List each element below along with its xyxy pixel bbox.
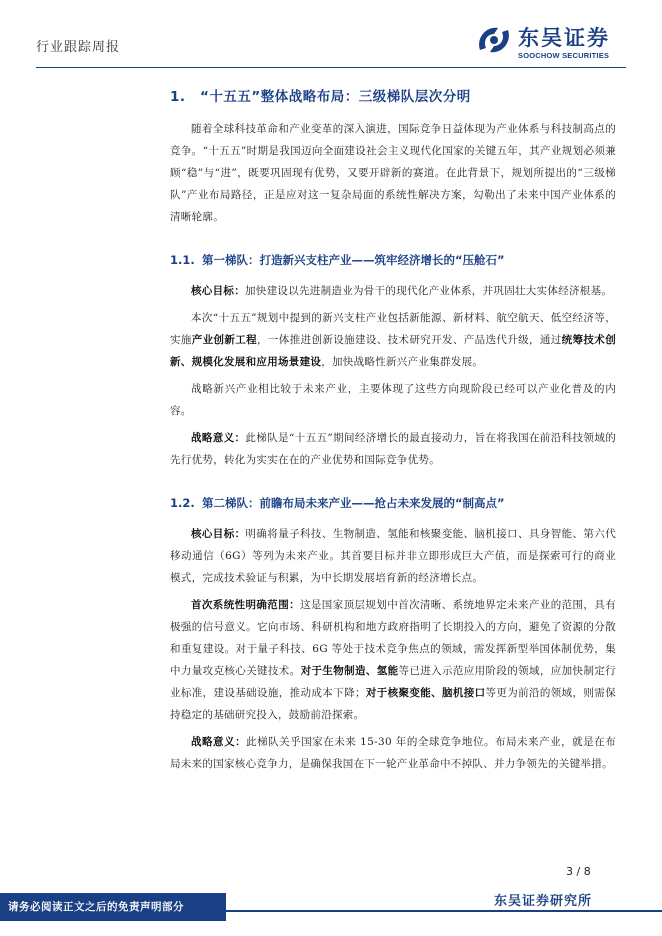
subsection-number: 1.2. [170, 496, 195, 510]
text-run: 等更为前沿的领域，则需保持稳定的基础研究投入，鼓励前沿探索。 [170, 687, 616, 721]
text-run: 这是国家顶层规划中首次清晰、系统地界定未来产业的范围，具有极强的信号意义。它向市场、科研机构和地方政府指明了长期投入的方向，避免了资源的分散和重复建设。对于量子科技、6G 等处于技术竞争焦点的领域，需发挥新型举国体制优势，集中力量攻克核心关键技术。 [170, 599, 616, 677]
text-run: ，一体推进创新设施建设、技术研究开发、产品迭代升级，通过 [257, 334, 562, 346]
soochow-logo-icon [474, 20, 514, 60]
disclaimer-banner: 请务必阅读正文之后的免责声明部分 [0, 893, 226, 921]
scope-label: 首次系统性明确范围： [191, 599, 300, 611]
bold-run: 产业创新工程 [191, 334, 258, 346]
report-type-label: 行业跟踪周报 [36, 40, 121, 55]
section-title: “十五五”整体战略布局：三级梯队层次分明 [200, 89, 471, 105]
report-body [170, 88, 616, 775]
emerging-industries-paragraph [170, 307, 616, 373]
core-goal-label: 核心目标： [191, 285, 245, 297]
comparison-paragraph: 战略新兴产业相比较于未来产业，主要体现了这些方向现阶段已经可以产业化普及的内容。 [170, 383, 616, 417]
section-heading [170, 88, 616, 106]
bold-run: 统筹技术创新、规模化发展和应用场景建设 [170, 334, 616, 368]
logo-text-en: SOOCHOW SECURITIES [518, 51, 610, 60]
text-run: ，加快战略性新兴产业集群发展。 [321, 356, 484, 368]
section-number: 1. [170, 89, 186, 105]
subsection-heading-1 [170, 252, 616, 268]
subsection-title: 第二梯队：前瞻布局未来产业——抢占未来发展的“制高点” [202, 496, 505, 510]
subsection-number: 1.1. [170, 253, 195, 267]
significance-text: 此梯队关乎国家在未来 15-30 年的全球竞争地位。布局未来产业，就是在布局未来的国家核心竞争力，是确保我国在下一轮产业革命中不掉队、并力争领先的关键举措。 [170, 736, 617, 770]
core-goal-paragraph [170, 280, 616, 302]
strategic-significance-paragraph [170, 731, 616, 775]
text-run: 本次“十五五”规划中提到的新兴支柱产业包括新能源、新材料、航空航天、低空经济等，实施 [170, 312, 616, 346]
core-goal-label: 核心目标： [191, 528, 246, 540]
logo-text-cn: 东吴证券 [518, 26, 610, 50]
strategic-significance-paragraph [170, 427, 616, 471]
bold-run: 对于核聚变能、脑机接口 [365, 687, 486, 699]
significance-label: 战略意义： [191, 736, 247, 748]
subsection-heading-2 [170, 495, 616, 511]
text-run: 等已进入示范应用阶段的领域，应加快制定行业标准，建设基础设施，推动成本下降； [170, 665, 616, 699]
footer-rule [226, 910, 662, 912]
core-goal-text: 加快建设以先进制造业为骨干的现代化产业体系，并巩固壮大实体经济根基。 [245, 285, 613, 297]
core-goal-paragraph [170, 523, 616, 589]
section-intro-paragraph: 随着全球科技革命和产业变革的深入演进，国际竞争日益体现为产业体系与科技制高点的竞争。“十五五”时期是我国迈向全面建设社会主义现代化国家的关键五年，其产业规划必须兼顾“稳”与“进”，既要巩固现有优势，又要开辟新的赛道。在此背景下，规划所提出的“三级梯队”产业布局路径，正是应对这一复杂局面的系统性解决方案，勾勒出了未来中国产业体系的清晰轮廓。 [170, 123, 616, 223]
header-rule [36, 67, 626, 68]
soochow-logo [474, 20, 624, 64]
core-goal-text: 明确将量子科技、生物制造、氢能和核聚变能、脑机接口、具身智能、第六代移动通信（6G）等列为未来产业。其首要目标并非立即形成巨大产值，而是探索可行的商业模式，完成技术验证与积累，为中长期发展培育新的经济增长点。 [170, 528, 616, 584]
bold-run: 对于生物制造、氢能 [300, 665, 399, 677]
significance-text: 此梯队是“十五五”期间经济增长的最直接动力，旨在将我国在前沿科技领域的先行优势，转化为实实在在的产业优势和国际竞争优势。 [170, 432, 617, 466]
subsection-title: 第一梯队：打造新兴支柱产业——筑牢经济增长的“压舱石” [202, 253, 505, 267]
footer-organization: 东吴证券研究所 [494, 894, 593, 909]
significance-label: 战略意义： [191, 432, 246, 444]
page-number: 3 / 8 [566, 865, 591, 878]
scope-paragraph [170, 594, 616, 726]
